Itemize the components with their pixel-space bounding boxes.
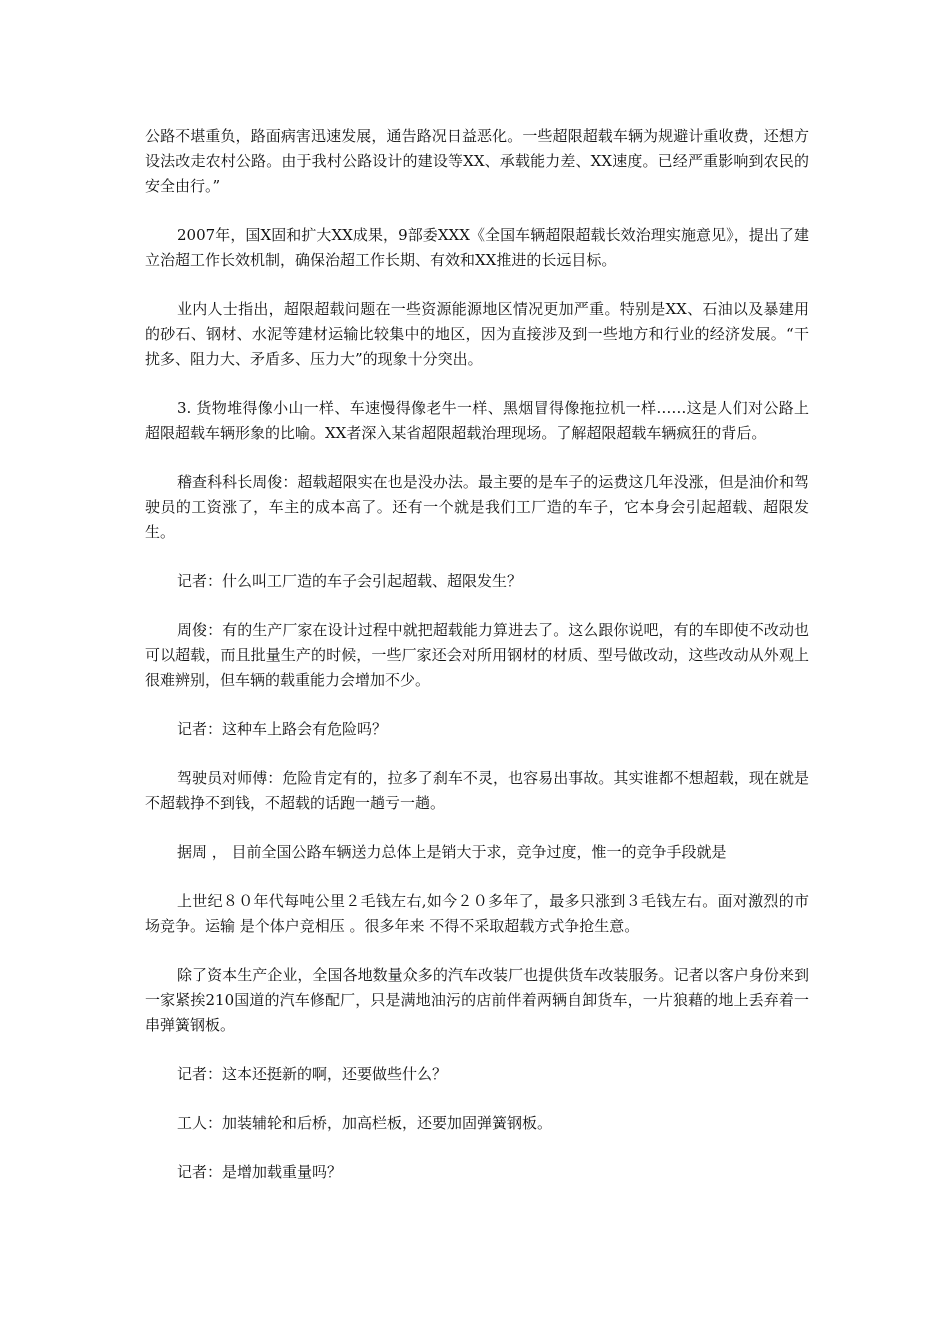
paragraph-14: 工人：加装辅轮和后桥，加高栏板，还要加固弹簧钢板。 xyxy=(177,1114,553,1132)
paragraph-8: 记者：这种车上路会有危险吗？ xyxy=(177,720,388,738)
paragraph-15: 记者：是增加载重量吗？ xyxy=(177,1163,343,1181)
paragraph-13: 记者：这本还挺新的啊，还要做些什么？ xyxy=(177,1065,448,1083)
paragraph-6: 记者：什么叫工厂造的车子会引起超载、超限发生？ xyxy=(177,572,523,590)
paragraph-11: 上世纪８０年代每吨公里２毛钱左右,如今２０多年了，最多只涨到３毛钱左右。面对激烈的市场竞争。运输 是个体户竞相压 。很多年来 不得不采取超载方式争抢生意。 xyxy=(145,892,809,935)
paragraph-10: 据周 ， 目前全国公路车辆送力总体上是销大于求，竞争过度，惟一的竞争手段就是 xyxy=(177,843,727,861)
paragraph-12: 除了资本生产企业，全国各地数量众多的汽车改装厂也提供货车改装服务。记者以客户身份来到一家紧挨210国道的汽车修配厂，只是满地油污的店前伴着两辆自卸货车，一片狼藉的地上丢弃着一串弹簧钢板。 xyxy=(145,966,809,1034)
paragraph-2: 2007年，国X固和扩大XX成果，9部委XXX《全国车辆超限超载长效治理实施意见》，提出了建立治超工作长效机制，确保治超工作长期、有效和XX推进的长远目标。 xyxy=(145,226,809,269)
paragraph-9: 驾驶员对师傅：危险肯定有的，拉多了刹车不灵，也容易出事故。其实谁都不想超载，现在就是不超载挣不到钱，不超载的话跑一趟亏一趟。 xyxy=(145,769,809,812)
paragraph-7: 周俊：有的生产厂家在设计过程中就把超载能力算进去了。这么跟你说吧，有的车即使不改动也可以超载，而且批量生产的时候，一些厂家还会对所用钢材的材质、型号做改动，这些改动从外观上很难辨别，但车辆的载重能力会增加不少。 xyxy=(145,621,809,689)
paragraph-1: 公路不堪重负，路面病害迅速发展，通告路况日益恶化。一些超限超载车辆为规避计重收费，还想方设法改走农村公路。由于我村公路设计的建设等XX、承载能力差、XX速度。已经严重影响到农民的安全由行。” xyxy=(145,127,809,195)
paragraph-5: 稽查科科长周俊：超载超限实在也是没办法。最主要的是车子的运费这几年没涨，但是油价和驾驶员的工资涨了，车主的成本高了。还有一个就是我们工厂造的车子，它本身会引起超载、超限发生。 xyxy=(145,473,809,541)
paragraph-4: 3. 货物堆得像小山一样、车速慢得像老牛一样、黑烟冒得像拖拉机一样……这是人们对公路上超限超载车辆形象的比喻。XX者深入某省超限超载治理现场。了解超限超载车辆疯狂的背后。 xyxy=(145,399,809,442)
document-body xyxy=(145,124,809,1209)
paragraph-3: 业内人士指出，超限超载问题在一些资源能源地区情况更加严重。特别是XX、石油以及暴建用的砂石、钢材、水泥等建材运输比较集中的地区，因为直接涉及到一些地方和行业的经济发展。“干扰多、阻力大、矛盾多、压力大”的现象十分突出。 xyxy=(145,300,809,368)
